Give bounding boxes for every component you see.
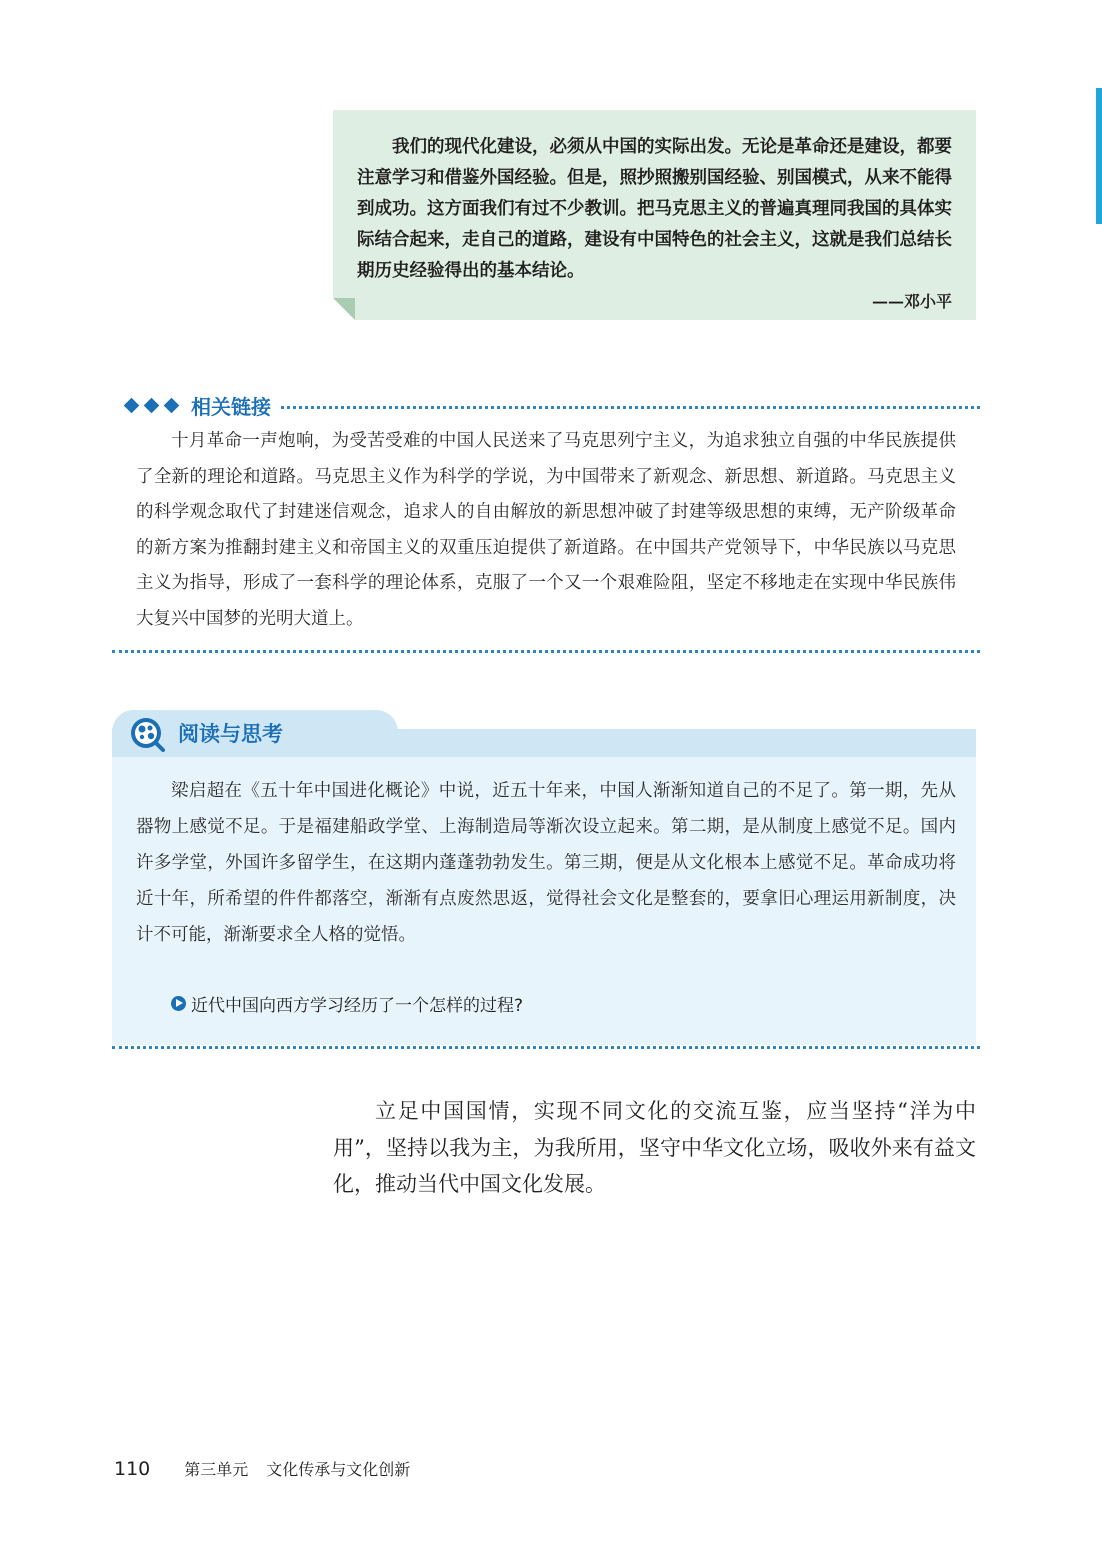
quote-box [333,110,976,320]
quote-text: 我们的现代化建设，必须从中国的实际出发。无论是革命还是建设，都要注意学习和借鉴外国经验。但是，照抄照搬别国经验、别国模式，从来不能得到成功。这方面我们有过不少教训。把马克思主义的普遍真理同我国的具体实际结合起来，走自己的道路，建设有中国特色的社会主义，这就是我们总结长期历史经验得出的基本结论。 [357,137,952,281]
diamond-icons [124,400,179,411]
unit-title: 文化传承与文化创新 [266,1460,411,1479]
dotted-divider [112,650,980,653]
reading-text: 梁启超在《五十年中国进化概论》中说，近五十年来，中国人渐渐知道自己的不足了。第一期，先从器物上感觉不足。于是福建船政学堂、上海制造局等渐次设立起来。第二期，是从制度上感觉不足。国内许多学堂，外国许多留学生，在这期内蓬蓬勃勃发生。第三期，便是从文化根本上感觉不足。革命成功将近十年，所希望的件件都落空，渐渐有点废然思返，觉得社会文化是整套的，要拿旧心理运用新制度，决计不可能，渐渐要求全人格的觉悟。 [136,781,956,945]
question-text: 近代中国向西方学习经历了一个怎样的过程? [191,996,524,1016]
reading-title: 阅读与思考 [178,722,283,746]
magnifier-book-icon [129,716,165,752]
page-number: 110 [114,1458,151,1480]
unit-label: 第三单元 [184,1460,249,1479]
dotted-divider [281,406,980,409]
main-paragraph: 立足中国国情，实现不同文化的交流互鉴，应当坚持“洋为中用”，坚持以我为主，为我所用，坚守中华文化立场，吸收外来有益文化，推动当代中国文化发展。 [333,1099,976,1196]
folded-corner [333,298,355,320]
diamond-icon [144,397,160,413]
page-footer [114,1457,410,1480]
related-link-header [124,390,980,420]
diamond-icon [164,397,180,413]
dotted-divider [112,1046,980,1049]
related-link-title: 相关链接 [191,394,271,419]
diamond-icon [124,397,140,413]
reading-question [171,991,523,1016]
edge-tab [1096,88,1102,224]
related-link-text: 十月革命一声炮响，为受苦受难的中国人民送来了马克思列宁主义，为追求独立自强的中华民族提供了全新的理论和道路。马克思主义作为科学的学说，为中国带来了新观念、新思想、新道路。马克思主义的科学观念取代了封建迷信观念，追求人的自由解放的新思想冲破了封建等级思想的束缚，无产阶级革命的新方案为推翻封建主义和帝国主义的双重压迫提供了新道路。在中国共产党领导下，中华民族以马克思主义为指导，形成了一套科学的理论体系，克服了一个又一个艰难险阻，坚定不移地走在实现中华民族伟大复兴中国梦的光明大道上。 [136,431,956,629]
play-arrow-icon [171,996,186,1011]
quote-author: ——邓小平 [871,292,952,311]
